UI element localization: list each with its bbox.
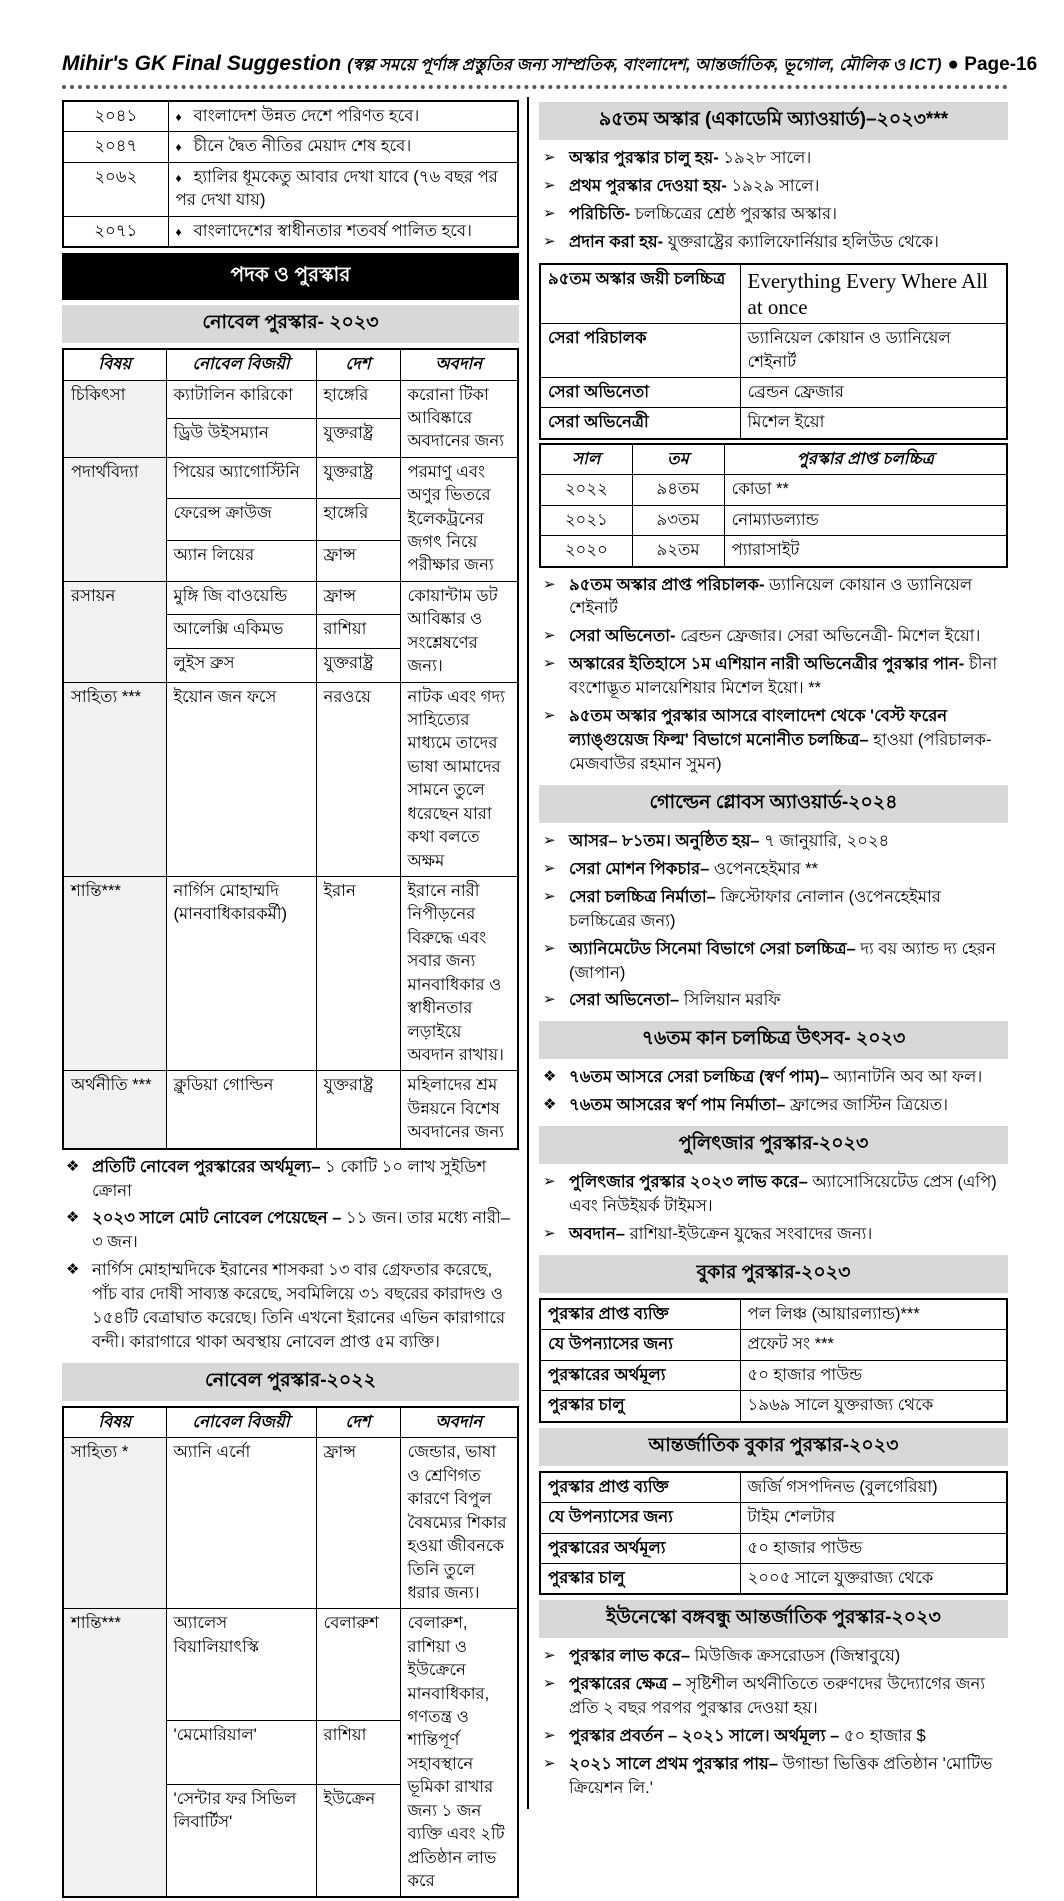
table-row [540, 505, 1007, 535]
bullet-lead: সেরা মোশন পিকচার– [569, 859, 710, 878]
bullet-rest: ক্রিস্টোফার নোলান (ওপেনহেইমার চলচ্চিত্রের জন্য) [569, 887, 941, 930]
row-label: সেরা পরিচালক [540, 324, 740, 378]
bullet-text [569, 203, 1008, 227]
page-number: ● Page-16 [947, 54, 1038, 75]
section-banner-golden-globe: গোল্ডেন গ্লোবস অ্যাওয়ার্ড-২০২৪ [539, 785, 1008, 823]
bullet-rest: উগান্ডা ভিত্তিক প্রতিষ্ঠান 'মোটিভ ক্রিয়েশন লি.' [569, 1755, 993, 1797]
bullet-rest: মিউজিক ক্রসরোডস (জিম্বাবুয়ে) [690, 1647, 901, 1666]
row-label: যে উপন্যাসের জন্য [540, 1330, 740, 1360]
bullet-marker-icon: ➢ [543, 232, 556, 250]
row-label: সেরা অভিনেত্রী [540, 408, 740, 439]
bullet-item [539, 828, 1008, 856]
bullet-text [92, 1156, 519, 1204]
year-cell: ২০৭১ [63, 216, 168, 247]
column-header: অবদান [400, 349, 518, 380]
bullet-item [539, 201, 1008, 229]
winner-cell: ড্রিউ উইসম্যান [166, 419, 316, 458]
winner-cell: 'সেন্টার ফর সিভিল লিবার্টিস' [166, 1784, 316, 1897]
section-banner-booker: বুকার পুরস্কার-২০২৩ [539, 1255, 1008, 1293]
contribution-cell: করোনা টিকা আবিষ্কারে অবদানের জন্য [400, 380, 518, 457]
bullet-marker-icon: ❖ [66, 1261, 80, 1279]
bullet-rest: ১৯২৮ সালে। [718, 149, 812, 167]
bullet-text [92, 1207, 519, 1255]
bullet-marker-icon: ❖ [66, 1157, 80, 1175]
cannes-list [539, 1064, 1008, 1120]
bullet-marker-icon: ➢ [543, 204, 556, 222]
bullet-text [569, 175, 1008, 199]
bullet-marker-icon: ➢ [543, 707, 556, 725]
row-value: ১৯৬৯ সালে যুক্তরাজ্য থেকে [740, 1391, 1007, 1422]
bullet-rest: ১১ জন। তার মধ্যে নারী– ৩ জন। [92, 1209, 510, 1252]
bullet-item [539, 173, 1008, 201]
nobel-notes-list [62, 1154, 519, 1357]
bullet-rest: ড্যানিয়েল কোয়ান ও ড্যানিয়েল শেইনার্ট [569, 575, 973, 618]
bullet-item [539, 1064, 1008, 1092]
country-cell: যুক্তরাষ্ট্র [316, 1071, 400, 1149]
table-row [540, 1391, 1007, 1422]
table-row [63, 380, 518, 419]
table-row [63, 101, 518, 132]
bullet-marker-icon: ❖ [543, 1096, 557, 1114]
subject-cell: সাহিত্য * [63, 1438, 166, 1609]
bullet-rest: ব্রেন্ডন ফ্রেজার। সেরা অভিনেত্রী- মিশেল ইয়ো। [675, 627, 981, 646]
table-row [63, 876, 518, 1070]
nobel-2023-table [62, 348, 519, 1150]
edition-cell: ৯৪তম [632, 475, 724, 505]
country-cell: বেলারুশ [316, 1609, 400, 1721]
country-cell: যুক্তরাষ্ট্র [316, 649, 400, 683]
diamond-bullet-icon: ♦ [175, 140, 182, 155]
table-row [540, 1472, 1007, 1503]
unesco-list [539, 1643, 1008, 1803]
oscar-facts-list [539, 145, 1008, 257]
bullet-lead: পুরস্কার প্রবর্তন – ২০২১ সালে। অর্থমূল্য – [569, 1727, 840, 1746]
bullet-marker-icon: ❖ [543, 1068, 557, 1086]
bullet-rest: চলচ্চিত্রের শ্রেষ্ঠ পুরস্কার অস্কার। [630, 204, 837, 223]
table-row [540, 1503, 1007, 1533]
row-label: পুরস্কার প্রাপ্ত ব্যক্তি [540, 1299, 740, 1330]
bullet-lead: ৭৬তম আসরের স্বর্ণ পাম নির্মাতা– [569, 1096, 786, 1115]
prediction-text: চীনে দ্বৈত নীতির মেয়াদ শেষ হবে। [193, 137, 412, 156]
row-label: পুরস্কার চালু [540, 1391, 740, 1422]
prediction-cell [168, 132, 518, 162]
table-row [63, 1609, 518, 1721]
section-banner-pulitzer: পুলিৎজার পুরস্কার-২০২৩ [539, 1126, 1008, 1164]
column-header: অবদান [400, 1407, 518, 1438]
bullet-lead: অবদান– [569, 1225, 625, 1244]
film-cell: কোডা ** [724, 475, 1007, 505]
edition-cell: ৯৩তম [632, 505, 724, 535]
row-value: প্রফেট সং *** [740, 1330, 1007, 1360]
table-row [540, 1299, 1007, 1330]
content-columns [62, 97, 1008, 1901]
oscar-winner-table [539, 263, 1008, 440]
bullet-marker-icon: ➢ [543, 655, 556, 673]
row-label: পুরস্কারের অর্থমূল্য [540, 1360, 740, 1390]
year-cell: ২০২১ [540, 505, 632, 535]
table-row [63, 682, 518, 876]
bullet-marker-icon: ❖ [66, 1209, 80, 1227]
left-column [62, 97, 525, 1901]
bullet-item [539, 1169, 1008, 1221]
bullet-rest: ১ কোটি ১০ লাখ সুইডিশ ক্রোনা [92, 1157, 487, 1200]
winner-cell: আলেক্সি একিমভ [166, 615, 316, 649]
bullet-lead: প্রদান করা হয়- [569, 232, 664, 251]
column-header: বিষয় [63, 349, 166, 380]
diamond-bullet-icon: ♦ [175, 170, 182, 185]
bullet-text [569, 231, 1008, 255]
bullet-item [539, 856, 1008, 884]
country-cell: যুক্তরাষ্ট্র [316, 457, 400, 498]
country-cell: রাশিয়া [316, 1721, 400, 1784]
table-row [63, 216, 518, 247]
bullet-item [539, 572, 1008, 624]
bullet-text [569, 1066, 1008, 1090]
row-label: পুরস্কারের অর্থমূল্য [540, 1533, 740, 1563]
bullet-lead: ২০২৩ সালে মোট নোবেল পেয়েছেন – [92, 1209, 342, 1228]
bullet-lead: সেরা অভিনেতা- [569, 627, 676, 646]
bullet-marker-icon: ➢ [543, 991, 556, 1009]
winner-cell: ক্লুডিয়া গোল্ডিন [166, 1071, 316, 1149]
bullet-lead: অস্কারের ইতিহাসে ১ম এশিয়ান নারী অভিনেত্রীর পুরস্কার পান- [569, 655, 965, 674]
country-cell: ফ্রান্স [316, 1438, 400, 1609]
subject-cell: শান্তি*** [63, 1609, 166, 1898]
subject-cell: রসায়ন [63, 581, 166, 682]
bullet-rest: চীনা বংশোদ্ভূত মালয়েশিয়ার মিশেল ইয়ো। ** [569, 655, 998, 698]
table-row [540, 1330, 1007, 1360]
page-header [62, 52, 1038, 89]
row-label: পুরস্কার প্রাপ্ত ব্যক্তি [540, 1472, 740, 1503]
bullet-rest: রাশিয়া-ইউক্রেন যুদ্ধের সংবাদের জন্য। [624, 1225, 873, 1244]
table-row [63, 1438, 518, 1609]
column-header: নোবেল বিজয়ী [166, 1407, 316, 1438]
year-cell: ২০২০ [540, 536, 632, 567]
country-cell: ফ্রান্স [316, 540, 400, 581]
bullet-rest: নার্গিস মোহাম্মদিকে ইরানের শাসকরা ১৩ বার গ্রেফতার করেছে, পাঁচ বার দোষী সাব্যস্ত করেছে, সবমিলিয়ে ৩১ বছরের কারাদণ্ড ও ১৫৪টি বেত্রাঘাত করেছে। তিনি এখনো ইরানের এভিন কারাগারে বন্দী। কারাগারে থাকা অবস্থায় নোবেল প্রাপ্ত ৫ম ব্যক্তি। [92, 1261, 506, 1352]
bullet-item [539, 1643, 1008, 1671]
section-banner-nobel-2023: নোবেল পুরস্কার- ২০২৩ [62, 305, 519, 343]
section-banner-unesco: ইউনেস্কো বঙ্গবন্ধু আন্তর্জাতিক পুরস্কার-২০২৩ [539, 1600, 1008, 1638]
row-value: ব্রেন্ডন ফ্রেজার [740, 378, 1007, 408]
bullet-lead: অস্কার পুরস্কার চালু হয়- [569, 149, 719, 167]
subject-cell: চিকিৎসা [63, 380, 166, 457]
bullet-rest: যুক্তরাষ্ট্রের ক্যালিফোর্নিয়ার হলিউড থেকে। [663, 232, 939, 251]
bullet-item [539, 1723, 1008, 1751]
intl-booker-table [539, 1471, 1008, 1596]
column-header: দেশ [316, 1407, 400, 1438]
bullet-lead: ৯৫তম অস্কার পুরস্কার আসরে বাংলাদেশ থেকে 'বেস্ট ফরেন ল্যাঙ্গুয়েজ ফিল্ম' বিভাগে মনোনীত চলচ্চিত্র– [569, 707, 948, 750]
contribution-cell: কোয়ান্টাম ডট আবিষ্কার ও সংশ্লেষণের জন্য। [400, 581, 518, 682]
table-row [63, 132, 518, 162]
bullet-text [569, 1645, 1008, 1669]
bullet-lead: ২০২১ সালে প্রথম পুরস্কার পায়– [569, 1755, 778, 1774]
section-banner-cannes: ৭৬তম কান চলচ্চিত্র উৎসব- ২০২৩ [539, 1021, 1008, 1059]
edition-cell: ৯২তম [632, 536, 724, 567]
section-banner-nobel-2022: নোবেল পুরস্কার-২০২২ [62, 1363, 519, 1401]
bullet-rest: ৭ জানুয়ারি, ২০২৪ [759, 831, 890, 850]
row-value: পল লিঞ্চ (আয়ারল্যান্ড)*** [740, 1299, 1007, 1330]
section-banner-medals: পদক ও পুরস্কার [62, 253, 519, 300]
bullet-rest: সৃষ্টিশীল অর্থনীতিতে তরুণদের উদ্যোগের জন্য প্রতি ২ বছর পরপর পুরস্কার দেওয়া হয়। [569, 1675, 986, 1718]
year-cell: ২০৬২ [63, 162, 168, 216]
table-row [63, 581, 518, 615]
table-row [540, 1533, 1007, 1563]
bullet-marker-icon: ➢ [543, 859, 556, 877]
column-header: তম [632, 444, 724, 475]
table-row [540, 536, 1007, 567]
winner-cell: 'মেমোরিয়াল' [166, 1721, 316, 1784]
table-row [540, 378, 1007, 408]
page [0, 52, 1064, 1890]
bullet-item [539, 1751, 1008, 1803]
bullet-text [569, 830, 1008, 854]
bullet-text [569, 1171, 1008, 1219]
nobel-2022-table [62, 1406, 519, 1898]
prediction-cell [168, 101, 518, 132]
column-header: বিষয় [63, 1407, 166, 1438]
bullet-marker-icon: ➢ [543, 887, 556, 905]
year-cell: ২০৪৭ [63, 132, 168, 162]
year-cell: ২০৪১ [63, 101, 168, 132]
row-value: টাইম শেলটার [740, 1503, 1007, 1533]
bullet-lead: আসর– ৮১তম। অনুষ্ঠিত হয়– [569, 831, 760, 850]
bullet-marker-icon: ➢ [543, 149, 556, 166]
bullet-marker-icon: ➢ [543, 939, 556, 957]
row-value: ড্যানিয়েল কোয়ান ও ড্যানিয়েল শেইনার্ট [740, 324, 1007, 378]
table-row [540, 1563, 1007, 1594]
bullet-lead: পুলিৎজার পুরস্কার ২০২৩ লাভ করে– [569, 1173, 808, 1192]
contribution-cell: বেলারুশ, রাশিয়া ও ইউক্রেনে মানবাধিকার, গণতন্ত্র ও শান্তিপূর্ণ সহাবস্থানে ভূমিকা রাখার জন্য ১ জন ব্যক্তি এবং ২টি প্রতিষ্ঠান লাভ করে [400, 1609, 518, 1898]
page-subtitle: (স্বল্প সময়ে পূর্ণাঙ্গ প্রস্তুতির জন্য সাম্প্রতিক, বাংলাদেশ, আন্তর্জাতিক, ভূগোল, মৌলিক ও ICT) [347, 56, 942, 74]
row-label: সেরা অভিনেতা [540, 378, 740, 408]
bullet-rest: হাওয়া (পরিচালক- মেজবাউর রহমান সুমন) [569, 731, 992, 774]
column-header: পুরস্কার প্রাপ্ত চলচ্চিত্র [724, 444, 1007, 475]
table-row [63, 1071, 518, 1149]
country-cell: হাঙ্গেরি [316, 380, 400, 419]
bullet-text [569, 1094, 1008, 1118]
country-cell: রাশিয়া [316, 615, 400, 649]
country-cell: ফ্রান্স [316, 581, 400, 615]
contribution-cell: মহিলাদের শ্রম উন্নয়নে বিশেষ অবদানের জন্য [400, 1071, 518, 1149]
winner-cell: অ্যালেস বিয়ালিয়াৎস্কি [166, 1609, 316, 1721]
table-row [63, 162, 518, 216]
bullet-lead: ৭৬তম আসরে সেরা চলচ্চিত্র (স্বর্ণ পাম)– [569, 1068, 829, 1087]
table-row [540, 264, 1007, 324]
bullet-text [569, 886, 1008, 934]
bullet-marker-icon: ➢ [543, 627, 556, 645]
bullet-item [539, 1671, 1008, 1723]
oscar-films-table [539, 443, 1008, 568]
bullet-lead: পরিচিতি- [569, 204, 631, 223]
bullet-text [569, 1753, 1008, 1801]
row-value: জর্জি গসপদিনভ (বুলগেরিয়া) [740, 1472, 1007, 1503]
country-cell: যুক্তরাষ্ট্র [316, 419, 400, 458]
table-header-row [540, 444, 1007, 475]
prediction-cell [168, 162, 518, 216]
contribution-cell: ইরানে নারী নিপীড়নের বিরুদ্ধে এবং সবার জন্য মানবাধিকার ও স্বাধীনতার লড়াইয়ে অবদান রাখায়। [400, 876, 518, 1070]
bullet-lead: অ্যানিমেটেড সিনেমা বিভাগে সেরা চলচ্চিত্র– [569, 939, 856, 958]
bullet-text [569, 705, 1008, 777]
table-header-row [63, 1407, 518, 1438]
prediction-text: হ্যালির ধূমকেতু আবার দেখা যাবে (৭৬ বছর পর পর দেখা যায়) [175, 167, 498, 210]
bullet-item [539, 884, 1008, 936]
winner-cell: অ্যানি এর্নো [166, 1438, 316, 1609]
bullet-rest: ফ্রান্সের জাস্টিন ত্রিয়েত। [785, 1096, 949, 1115]
bullet-marker-icon: ➢ [543, 1173, 556, 1191]
bullet-lead: প্রতিটি নোবেল পুরস্কারের অর্থমূল্য– [92, 1157, 321, 1176]
bullet-text [569, 989, 1008, 1013]
right-column [527, 97, 1008, 1809]
bullet-marker-icon: ➢ [543, 831, 556, 849]
bullet-rest: ৫০ হাজার $ [839, 1727, 926, 1746]
country-cell: ইরান [316, 876, 400, 1070]
row-value: মিশেল ইয়ো [740, 408, 1007, 439]
winner-cell: ইয়োন জন ফসে [166, 682, 316, 876]
bullet-text [92, 1259, 519, 1355]
row-value: ৫০ হাজার পাউন্ড [740, 1533, 1007, 1563]
winner-cell: পিয়ের অ্যাগোস্টিনি [166, 457, 316, 498]
row-label: ৯৫তম অস্কার জয়ী চলচ্চিত্র [540, 264, 740, 324]
contribution-cell: জেন্ডার, ভাষা ও শ্রেণিগত কারণে বিপুল বৈষম্যের শিকার হওয়া জীবনকে তিনি তুলে ধরার জন্য। [400, 1438, 518, 1609]
golden-globe-list [539, 828, 1008, 1015]
bullet-item [539, 703, 1008, 779]
bullet-text [569, 574, 1008, 622]
bullet-text [569, 1223, 1008, 1247]
winner-cell: অ্যান লিয়ের [166, 540, 316, 581]
bullet-lead: পুরস্কার লাভ করে– [569, 1647, 691, 1666]
winner-cell: ফেরেন্স ক্রাউজ [166, 499, 316, 540]
winner-cell: লুইস ব্রুস [166, 649, 316, 683]
oscar-more-list [539, 572, 1008, 779]
row-value: ২০০৫ সালে যুক্তরাজ্য থেকে [740, 1563, 1007, 1594]
prediction-text: বাংলাদেশের স্বাধীনতার শতবর্ষ পালিত হবে। [193, 221, 472, 240]
bullet-rest: ১৯২৯ সালে। [726, 176, 820, 195]
bullet-lead: পুরস্কারের ক্ষেত্র – [569, 1675, 682, 1694]
bullet-text [569, 938, 1008, 986]
prediction-text: বাংলাদেশ উন্নত দেশে পরিণত হবে। [193, 107, 420, 125]
table-row [540, 408, 1007, 439]
booker-table [539, 1298, 1008, 1423]
winner-cell: ক্যাটালিন কারিকো [166, 380, 316, 419]
section-banner-intl-booker: আন্তর্জাতিক বুকার পুরস্কার-২০২৩ [539, 1428, 1008, 1466]
prediction-cell [168, 216, 518, 247]
bullet-item [539, 623, 1008, 651]
bullet-rest: দ্য বয় অ্যান্ড দ্য হেরন (জাপান) [569, 939, 996, 982]
bullet-marker-icon: ➢ [543, 1647, 556, 1665]
bullet-item [539, 1092, 1008, 1120]
bullet-rest: অ্যাসোসিয়েটেড প্রেস (এপি) এবং নিউইয়র্ক টাইমস। [569, 1173, 997, 1216]
column-header: সাল [540, 444, 632, 475]
pulitzer-list [539, 1169, 1008, 1249]
row-label: পুরস্কার চালু [540, 1563, 740, 1594]
bullet-item [62, 1154, 519, 1206]
column-header: নোবেল বিজয়ী [166, 349, 316, 380]
bullet-text [569, 625, 1008, 649]
bullet-marker-icon: ➢ [543, 1225, 556, 1243]
diamond-bullet-icon: ♦ [175, 224, 182, 239]
bullet-lead: সেরা অভিনেতা– [569, 991, 680, 1010]
page-title: Mihir's GK Final Suggestion [62, 52, 342, 75]
winner-cell: নার্গিস মোহাম্মদি (মানবাধিকারকর্মী) [166, 876, 316, 1070]
table-row [540, 324, 1007, 378]
subject-cell: শান্তি*** [63, 876, 166, 1070]
bullet-marker-icon: ➢ [543, 1755, 556, 1773]
bullet-item [539, 1221, 1008, 1249]
table-row [63, 457, 518, 498]
bullet-text [569, 147, 1008, 171]
bullet-item [62, 1205, 519, 1257]
year-cell: ২০২২ [540, 475, 632, 505]
contribution-cell: নাটক এবং গদ্য সাহিত্যের মাধ্যমে তাদের ভাষা আমাদের সামনে তুলে ধরেছেন যারা কথা বলতে অক্ষম [400, 682, 518, 876]
contribution-cell: পরমাণু এবং অণুর ভিতরে ইলেকট্রনের জগৎ নিয়ে পরীক্ষার জন্য [400, 457, 518, 581]
country-cell: হাঙ্গেরি [316, 499, 400, 540]
winner-cell: মুঙ্গি জি বাওয়েন্ডি [166, 581, 316, 615]
subject-cell: সাহিত্য *** [63, 682, 166, 876]
bullet-item [539, 936, 1008, 988]
future-years-table [62, 100, 519, 248]
bullet-text [569, 1725, 1008, 1749]
bullet-text [569, 858, 1008, 882]
diamond-bullet-icon: ♦ [175, 110, 182, 124]
bullet-marker-icon: ➢ [543, 1727, 556, 1745]
bullet-rest: সিলিয়ান মরফি [679, 991, 781, 1010]
section-banner-oscar: ৯৫তম অস্কার (একাডেমি অ্যাওয়ার্ড)–২০২৩*** [539, 102, 1008, 140]
bullet-marker-icon: ➢ [543, 1675, 556, 1693]
film-cell: নোম্যাডল্যান্ড [724, 505, 1007, 535]
bullet-rest: অ্যানাটনি অব আ ফল। [828, 1068, 983, 1087]
bullet-lead: সেরা চলচ্চিত্র নির্মাতা– [569, 887, 716, 906]
bullet-item [539, 987, 1008, 1015]
row-value: Everything Every Where All at once [740, 264, 1007, 324]
film-cell: প্যারাসাইট [724, 536, 1007, 567]
column-header: দেশ [316, 349, 400, 380]
bullet-item [539, 229, 1008, 257]
row-label: যে উপন্যাসের জন্য [540, 1503, 740, 1533]
bullet-lead: ৯৫তম অস্কার প্রাপ্ত পরিচালক- [569, 575, 765, 594]
bullet-rest: ওপেনহেইমার ** [709, 859, 819, 878]
bullet-marker-icon: ➢ [543, 176, 556, 194]
bullet-item [539, 145, 1008, 173]
subject-cell: পদার্থবিদ্যা [63, 457, 166, 581]
bullet-item [539, 651, 1008, 703]
table-header-row [63, 349, 518, 380]
bullet-marker-icon: ➢ [543, 575, 556, 593]
row-value: ৫০ হাজার পাউন্ড [740, 1360, 1007, 1390]
bullet-lead: প্রথম পুরস্কার দেওয়া হয়- [569, 176, 727, 195]
table-row [540, 475, 1007, 505]
bullet-text [569, 653, 1008, 701]
country-cell: নরওয়ে [316, 682, 400, 876]
bullet-item [62, 1257, 519, 1357]
table-row [540, 1360, 1007, 1390]
bullet-text [569, 1673, 1008, 1721]
subject-cell: অর্থনীতি *** [63, 1071, 166, 1149]
country-cell: ইউক্রেন [316, 1784, 400, 1897]
